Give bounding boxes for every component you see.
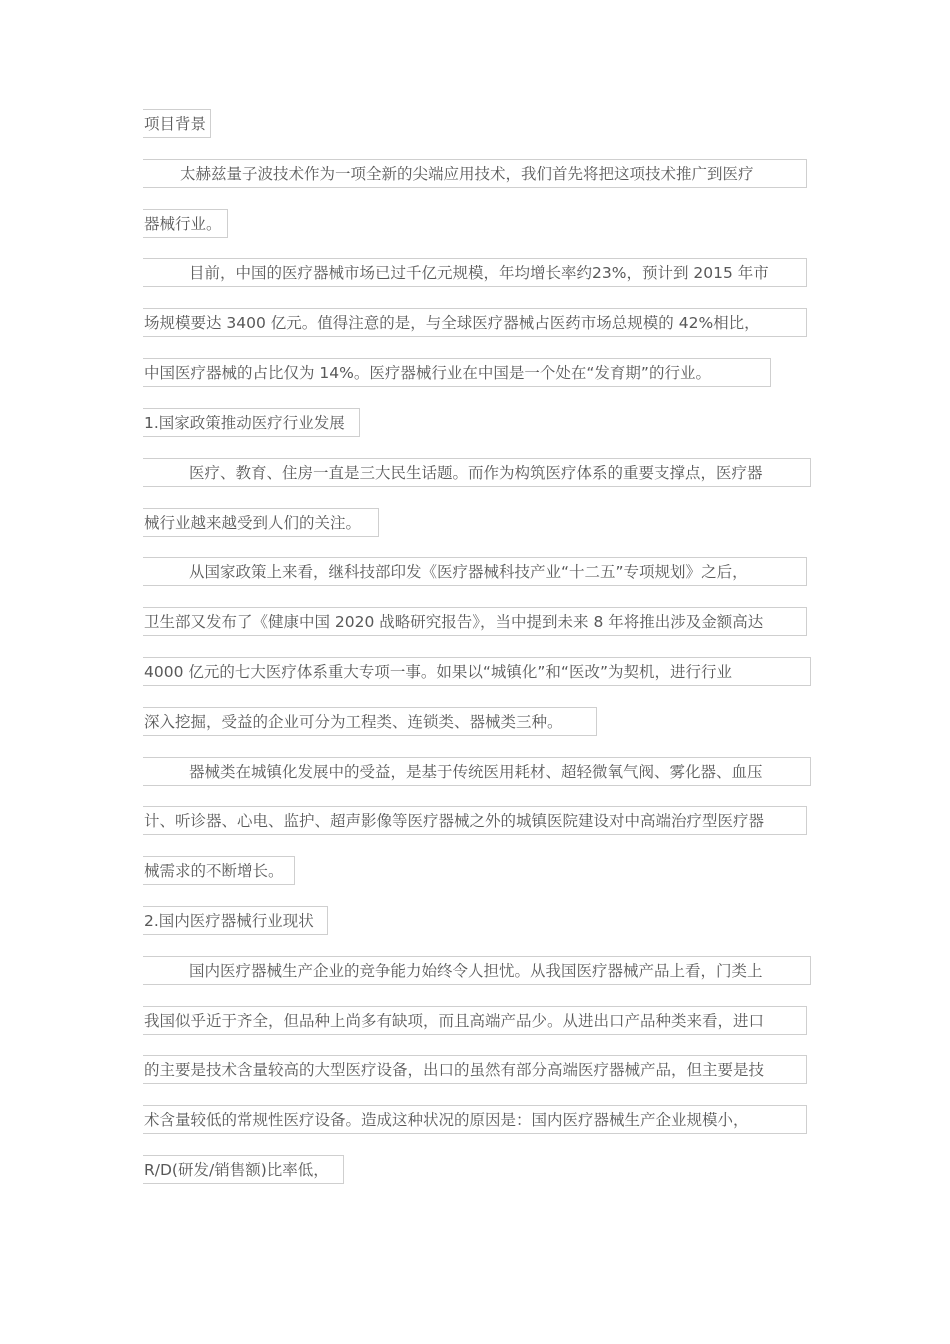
section-heading-background: 项目背景 — [143, 109, 211, 138]
paragraph-line: 我国似乎近于齐全，但品种上尚多有缺项，而且高端产品少。从进出口产品种类来看，进口 — [143, 1006, 807, 1035]
paragraph-line: 械需求的不断增长。 — [143, 856, 295, 885]
paragraph-line: 医疗、教育、住房一直是三大民生话题。而作为构筑医疗体系的重要支撑点，医疗器 — [143, 458, 811, 487]
paragraph-line: 术含量较低的常规性医疗设备。造成这种状况的原因是：国内医疗器械生产企业规模小， — [143, 1105, 807, 1134]
paragraph-line: R/D(研发/销售额)比率低， — [143, 1155, 344, 1184]
paragraph-line: 场规模要达 3400 亿元。值得注意的是，与全球医疗器械占医药市场总规模的 42%相比， — [143, 308, 807, 337]
paragraph-line: 器械行业。 — [143, 209, 228, 238]
section-heading-policy: 1.国家政策推动医疗行业发展 — [143, 408, 360, 437]
paragraph-line: 械行业越来越受到人们的关注。 — [143, 508, 379, 537]
paragraph-line: 从国家政策上来看，继科技部印发《医疗器械科技产业“十二五”专项规划》之后， — [143, 557, 807, 586]
paragraph-line: 目前，中国的医疗器械市场已过千亿元规模，年均增长率约23%，预计到 2015 年市 — [143, 258, 807, 287]
section-heading-status: 2.国内医疗器械行业现状 — [143, 906, 328, 935]
paragraph-line: 国内医疗器械生产企业的竞争能力始终令人担忧。从我国医疗器械产品上看，门类上 — [143, 956, 811, 985]
paragraph-line: 中国医疗器械的占比仅为 14%。医疗器械行业在中国是一个处在“发育期”的行业。 — [143, 358, 771, 387]
paragraph-line: 太赫兹量子波技术作为一项全新的尖端应用技术，我们首先将把这项技术推广到医疗 — [143, 159, 807, 188]
paragraph-line: 4000 亿元的七大医疗体系重大专项一事。如果以“城镇化”和“医改”为契机，进行行业 — [143, 657, 811, 686]
paragraph-line: 计、听诊器、心电、监护、超声影像等医疗器械之外的城镇医院建设对中高端治疗型医疗器 — [143, 806, 807, 835]
paragraph-line: 卫生部又发布了《健康中国 2020 战略研究报告》，当中提到未来 8 年将推出涉及金额高达 — [143, 607, 807, 636]
paragraph-line: 的主要是技术含量较高的大型医疗设备，出口的虽然有部分高端医疗器械产品，但主要是技 — [143, 1055, 807, 1084]
paragraph-line: 器械类在城镇化发展中的受益，是基于传统医用耗材、超轻微氧气阀、雾化器、血压 — [143, 757, 811, 786]
paragraph-line: 深入挖掘，受益的企业可分为工程类、连锁类、器械类三种。 — [143, 707, 597, 736]
